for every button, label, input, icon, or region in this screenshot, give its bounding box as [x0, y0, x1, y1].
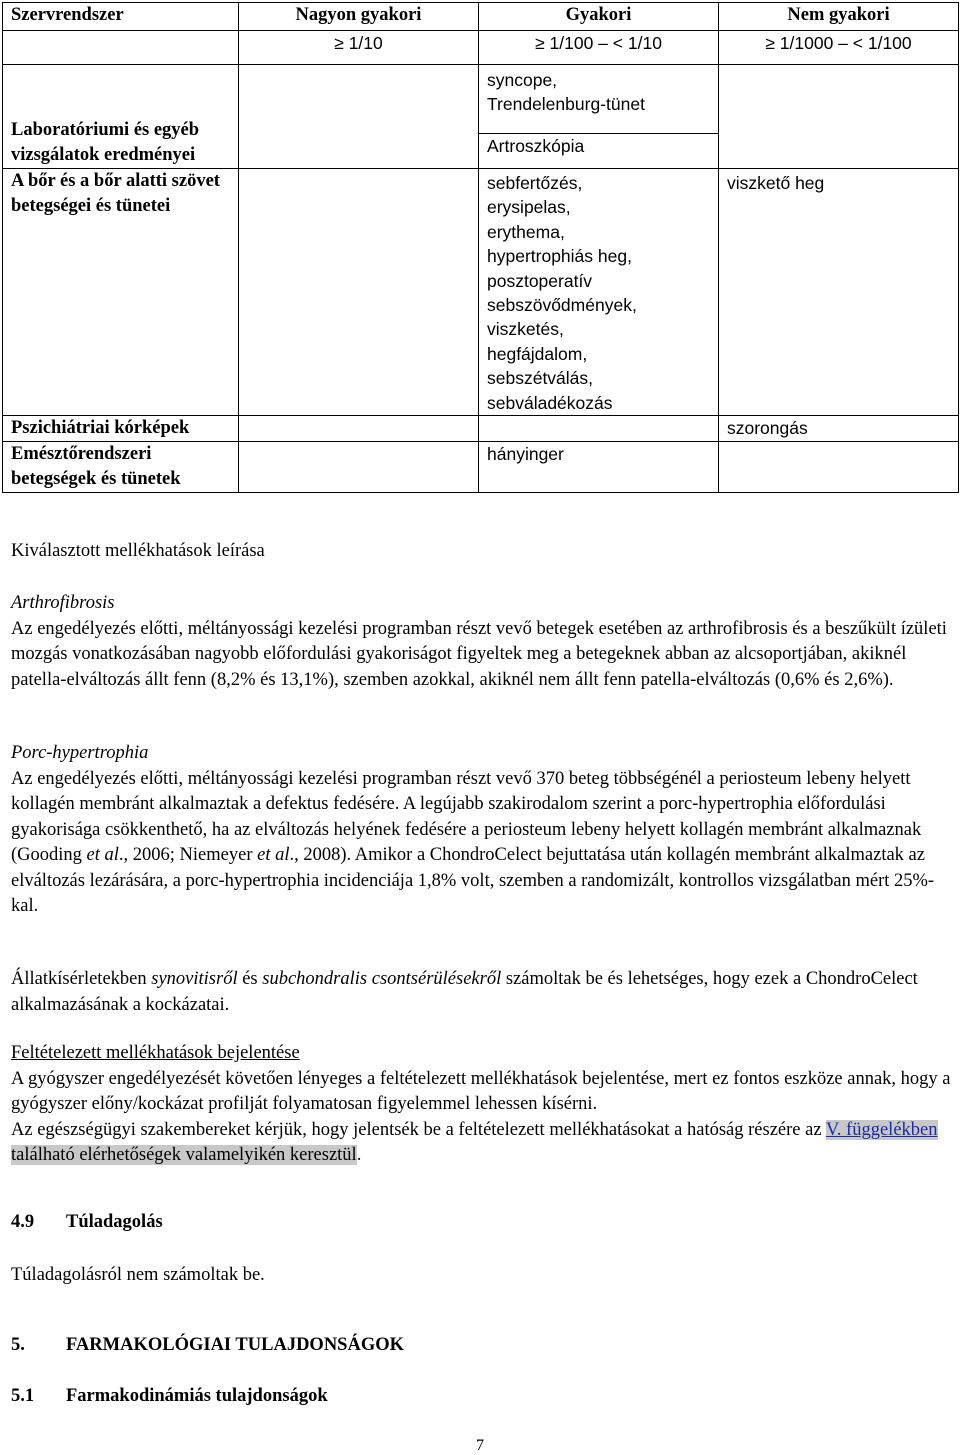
animal-text-3: számoltak be és lehetséges, hogy ezek a ChondroCelect alkalmazásának a kockázatai.	[11, 969, 918, 1015]
porc-title: Porc-hypertrophia	[11, 743, 149, 763]
cell-empty	[239, 442, 479, 493]
porc-text-part1: Az engedélyezés előtti, méltányossági kezelési programban részt vevő 370 beteg többségénél a periosteum lebeny helyett kollagén membránt alkalmaztak a defektus fedésére. A legújabb szakirodalom szerint a porc-hypertrophia előfordulási gyakorisága csökkenthető, ha az elváltozás helyének fedésére a periosteum lebeny helyett kollagén membránt alkalmaznak (Gooding	[11, 768, 922, 865]
section-4-9-heading	[11, 1212, 163, 1233]
cell-empty	[479, 416, 719, 442]
section-5-1-heading	[11, 1386, 328, 1407]
cell-syncope: syncope, Trendelenburg-tünet	[479, 65, 719, 134]
arthrofibrosis-text: Az engedélyezés előtti, méltányossági kezelési programban részt vevő betegek esetében az arthrofibrosis és a beszűkült ízületi mozgás vonatkozásában nagyobb előfordulási gyakoriságot figyeltek meg a betegeknek abban az alcsoportjában, akiknél patella-elváltozás állt fenn (8,2% és 13,1%), szemben azokkal, akiknél nem állt fenn patella-elváltozás (0,6% és 2,6%).	[11, 618, 947, 690]
overdose-block	[11, 1263, 951, 1289]
report-text-2	[11, 1118, 951, 1169]
porc-text-part2: ., 2006; Niemeyer	[118, 845, 258, 865]
table-row	[3, 416, 959, 442]
freq-empty	[3, 31, 239, 65]
animal-italic-1: synovitisről	[151, 969, 238, 989]
table-header-row	[3, 3, 959, 31]
cell-skin-uncommon: viszkető heg	[719, 169, 959, 416]
overdose-text: Túladagolásról nem számoltak be.	[11, 1265, 265, 1285]
cell-psych-uncommon: szorongás	[719, 416, 959, 442]
organ-psych: Pszichiátriai kórképek	[3, 416, 239, 442]
arthrofibrosis-block	[11, 591, 951, 693]
page-number: 7	[476, 1437, 484, 1454]
porc-text-part3: ., 2008). Amikor a ChondroCelect bejuttatása után kollagén membránt alkalmaztak az elváltozás lezárására, a porc-hypertrophia incidenciája 1,8% volt, szemben a randomizált, kontrollos vizsgálatban mért 25%-kal.	[11, 845, 935, 916]
cell-artroszkopia: Artroszkópia	[479, 133, 719, 168]
animal-text-1: Állatkísérletekben	[11, 969, 152, 989]
cell-empty	[239, 65, 479, 169]
porc-etal-2: et al	[257, 845, 290, 865]
porc-block	[11, 741, 951, 920]
appendix-v-link[interactable]: V. függelékben	[825, 1119, 938, 1140]
cell-empty	[239, 169, 479, 416]
selected-adverse-effects-heading: Kiválasztott mellékhatások leírása	[11, 541, 265, 561]
porc-etal-1: et al	[86, 845, 119, 865]
header-very-common: Nagyon gyakori	[239, 3, 479, 31]
header-organ-system: Szervrendszer	[3, 3, 239, 31]
table-row	[3, 169, 959, 416]
section-5-number: 5.	[11, 1335, 25, 1355]
section-5-heading	[11, 1335, 404, 1356]
organ-skin: A bőr és a bőr alatti szövet betegségei és tünetei	[3, 169, 239, 416]
organ-lab: Laboratóriumi és egyéb vizsgálatok eredményei	[3, 65, 239, 169]
section-4-9-number: 4.9	[11, 1212, 35, 1232]
section-5-1-title: Farmakodinámiás tulajdonságok	[66, 1386, 328, 1406]
cell-empty	[239, 416, 479, 442]
animal-italic-2: subchondralis csontsérülésekről	[262, 969, 502, 989]
animal-block	[11, 967, 951, 1018]
cell-gi-common: hányinger	[479, 442, 719, 493]
porc-text	[11, 767, 951, 920]
cell-skin-common: sebfertőzés, erysipelas, erythema, hypertrophiás heg, posztoperatív sebszövődmények, viszketés, hegfájdalom, sebszétválás, sebváladékozás	[479, 169, 719, 416]
table-row	[3, 442, 959, 493]
arthrofibrosis-title: Arthrofibrosis	[11, 593, 115, 613]
freq-very-common: ≥ 1/10	[239, 31, 479, 65]
freq-uncommon: ≥ 1/1000 – < 1/100	[719, 31, 959, 65]
report-period: .	[356, 1145, 362, 1165]
animal-text	[11, 967, 951, 1018]
table-row	[3, 65, 959, 134]
organ-gi: Emésztőrendszeri betegségek és tünetek	[3, 442, 239, 493]
section-5-title: FARMAKOLÓGIAI TULAJDONSÁGOK	[66, 1335, 404, 1355]
report-block	[11, 1041, 951, 1169]
side-effects-table	[2, 2, 959, 493]
table-frequency-row	[3, 31, 959, 65]
report-text-2a: Az egészségügyi szakembereket kérjük, hogy jelentsék be a feltételezett mellékhatásokat a hatóság részére az	[11, 1119, 826, 1140]
section-title	[11, 539, 951, 565]
header-common: Gyakori	[479, 3, 719, 31]
animal-text-2: és	[237, 969, 263, 989]
cell-empty	[719, 65, 959, 169]
report-title: Feltételezett mellékhatások bejelentése	[11, 1043, 300, 1063]
report-text-1: A gyógyszer engedélyezését követően lényeges a feltételezett mellékhatások bejelentése, mert ez fontos eszköze annak, hogy a gyógyszer előny/kockázat profilját folyamatosan figyelemmel lehessen kísérni.	[11, 1068, 951, 1114]
section-4-9-title: Túladagolás	[66, 1212, 163, 1232]
header-uncommon: Nem gyakori	[719, 3, 959, 31]
freq-common: ≥ 1/100 – < 1/10	[479, 31, 719, 65]
report-highlight-text: található elérhetőségek valamelyikén keresztül	[11, 1145, 357, 1165]
cell-empty	[719, 442, 959, 493]
section-5-1-number: 5.1	[11, 1386, 35, 1406]
